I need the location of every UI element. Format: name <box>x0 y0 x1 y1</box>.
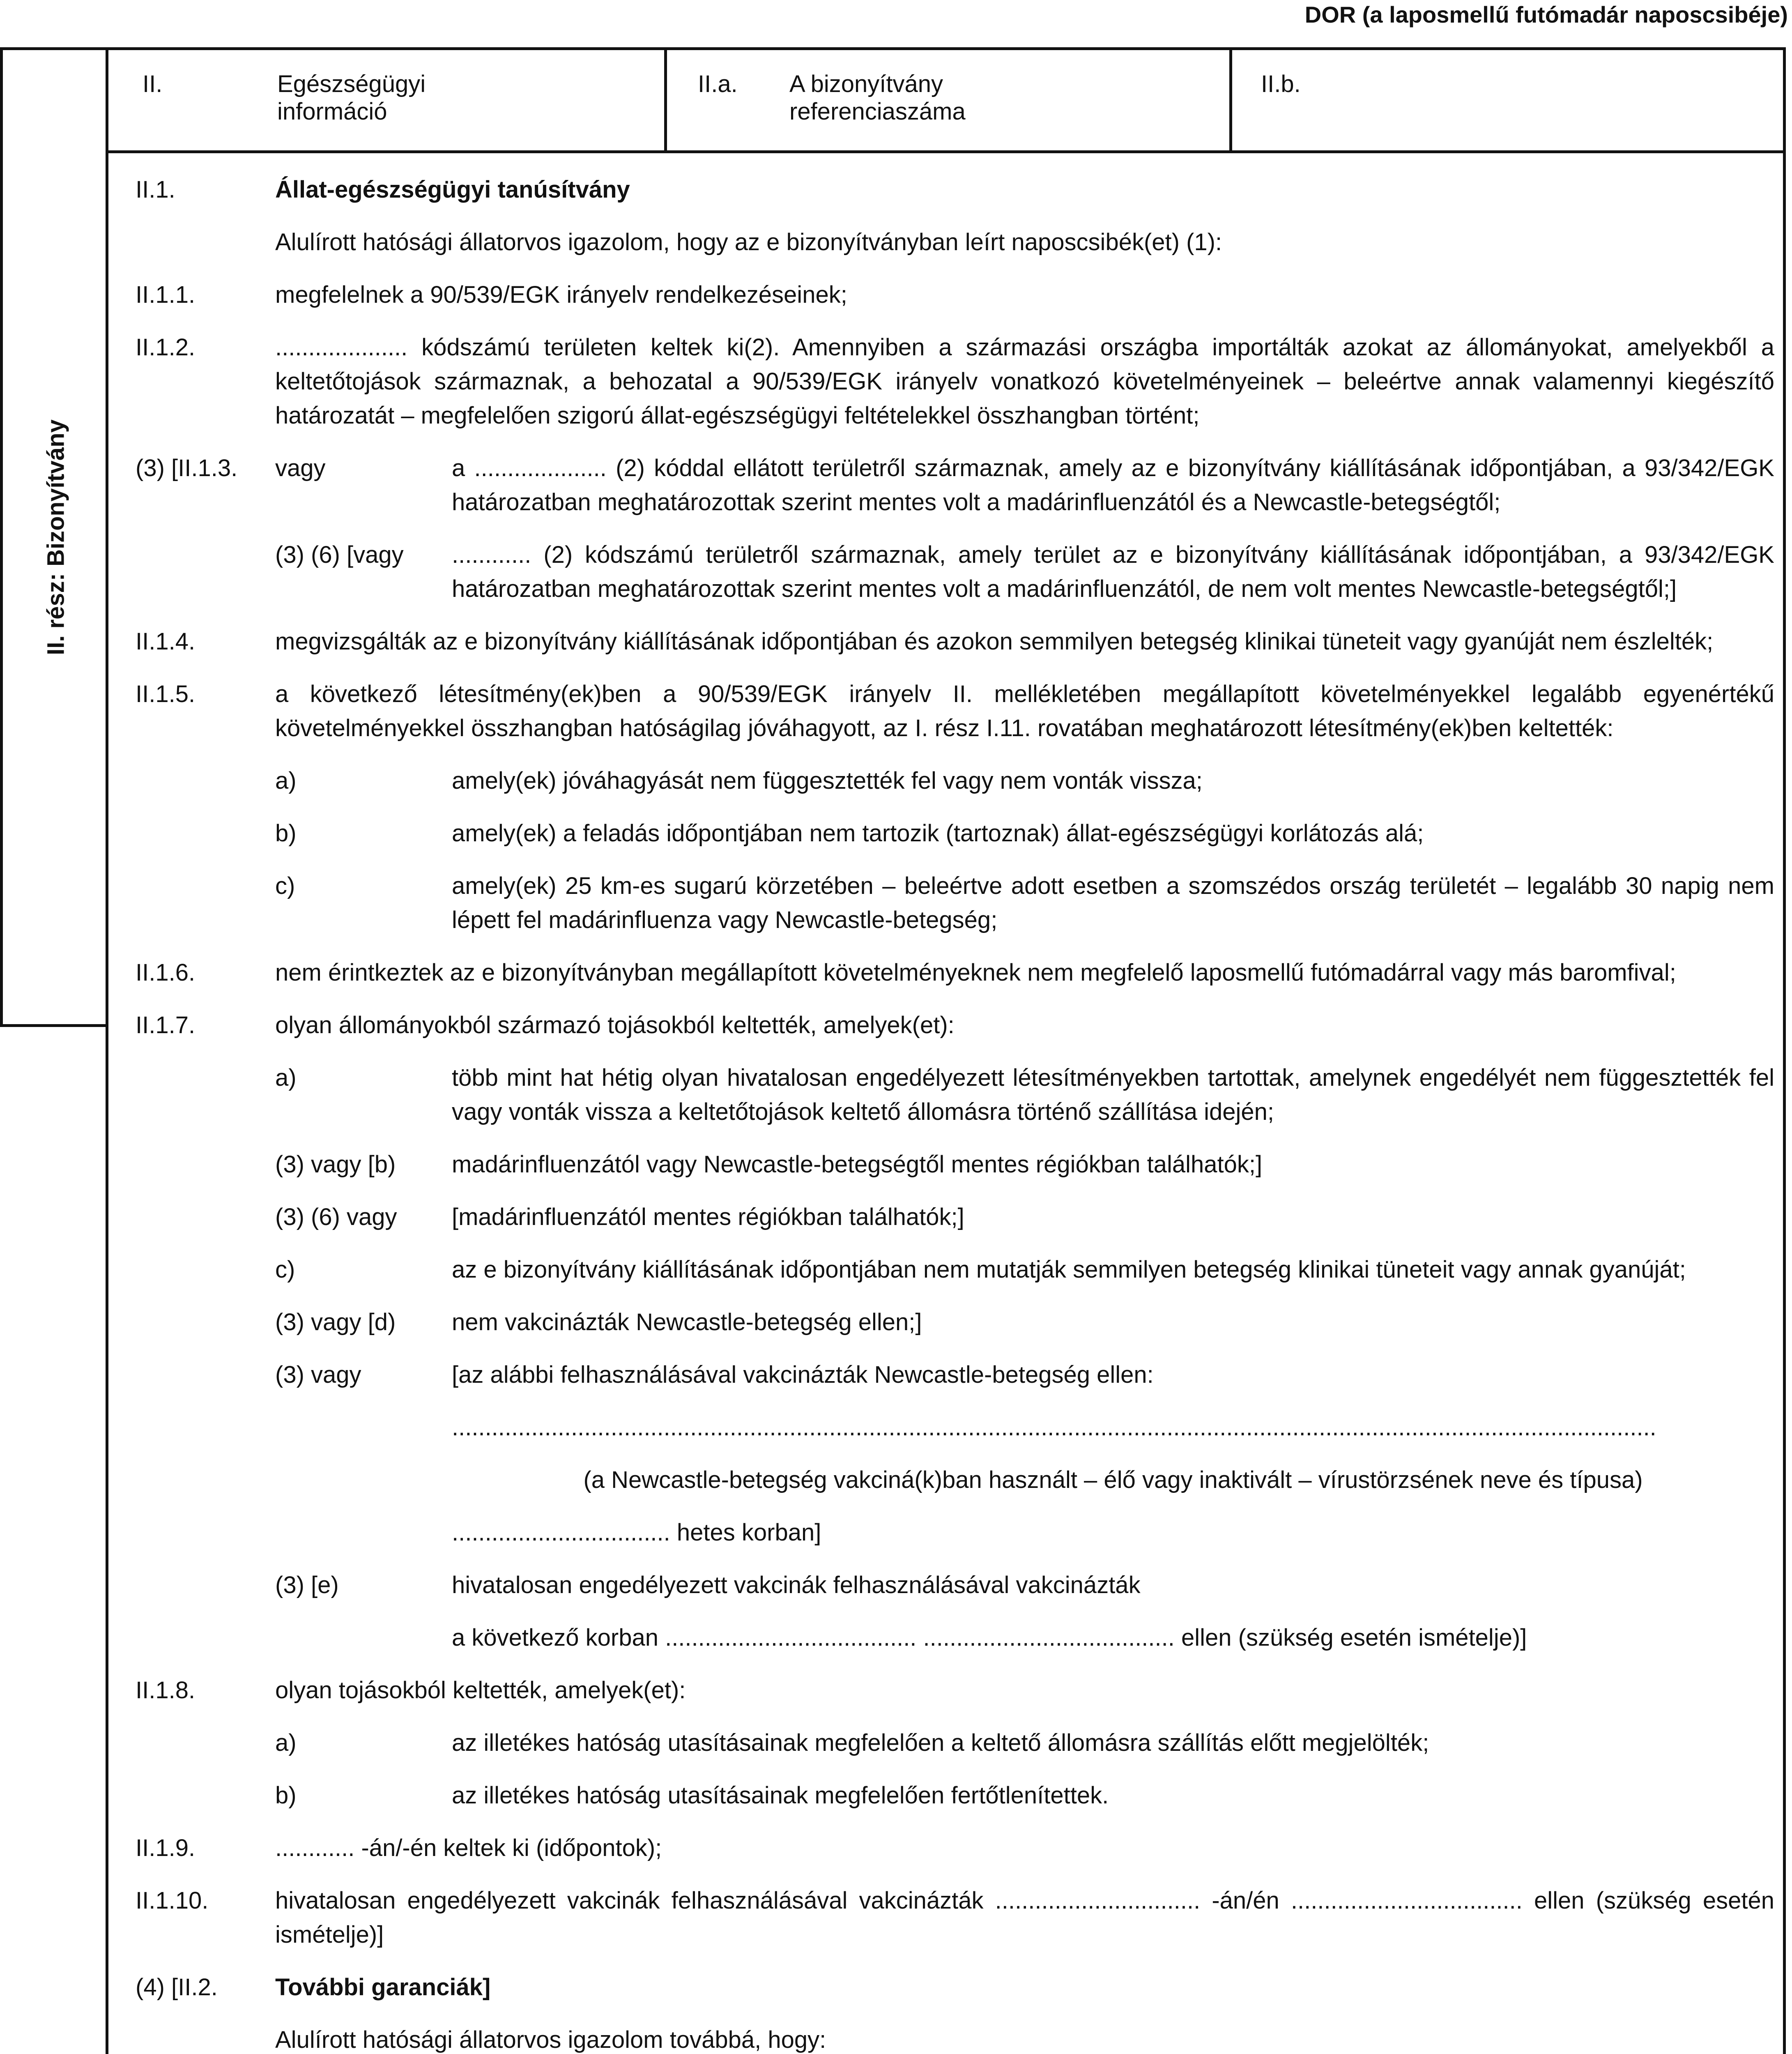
certificate-item <box>136 451 1774 519</box>
certificate-item <box>136 2023 1774 2054</box>
header-ref-title: A bizonyítvány referenciaszáma <box>789 71 966 125</box>
item-text: több mint hat hétig olyan hivatalosan engedélyezett létesítményekben tartottak, amelynek engedélyét nem függesztették fel vagy vonták vissza a keltetőtojások keltető állomásra történő szállítása idején; <box>452 1064 1774 1125</box>
header-row <box>106 47 1786 153</box>
item-text: amely(ek) 25 km-es sugarú körzetében – beleértve adott esetben a szomszédos ország területét – legalább 30 napig nem lépett fel madárinfluenza vagy Newcastle-betegség; <box>452 873 1774 933</box>
item-text: Állat-egészségügyi tanúsítvány <box>275 176 630 203</box>
item-sub-label: c) <box>275 1256 295 1283</box>
item-number: (3) [II.1.3. <box>136 455 238 481</box>
item-sub-label: (3) vagy [d) <box>275 1309 396 1336</box>
item-sub-label: (3) (6) vagy <box>275 1204 397 1230</box>
item-text: madárinfluenzától vagy Newcastle-betegségtől mentes régiókban találhatók;] <box>452 1151 1263 1178</box>
item-text: megfelelnek a 90/539/EGK irányelv rendelkezéseinek; <box>275 281 847 308</box>
certificate-item <box>136 956 1774 990</box>
item-text: hivatalosan engedélyezett vakcinák felhasználásával vakcinázták ............................... -án/én ................................... ellen (szükség esetén ismételje)] <box>275 1887 1774 1948</box>
item-text: a .................... (2) kóddal ellátott területről származnak, amely az e bizonyítvány kiállításának időpontjában, a 93/342/EGK határozatban meghatározottak szerint mentes volt a madárinfluenzától és a Newcastle-betegségtől; <box>452 455 1774 516</box>
certificate-item <box>136 538 1774 606</box>
item-text: Alulírott hatósági állatorvos igazolom, hogy az e bizonyítványban leírt naposcsibék(et) (1): <box>275 229 1222 256</box>
item-text: További garanciák] <box>275 1974 491 2001</box>
certificate-item <box>136 173 1774 207</box>
item-text: olyan tojásokból keltették, amelyek(et): <box>275 1677 686 1704</box>
item-sub-label: (3) [e) <box>275 1572 339 1598</box>
certificate-item <box>136 1673 1774 1707</box>
item-text: [az alábbi felhasználásával vakcinázták Newcastle-betegség ellen: <box>452 1361 1154 1388</box>
item-text: [madárinfluenzától mentes régiókban találhatók;] <box>452 1204 964 1230</box>
side-label-box <box>0 47 108 1027</box>
certificate-item <box>136 764 1774 798</box>
certificate-item <box>136 1568 1774 1602</box>
header-section-number: II. <box>143 71 163 97</box>
certificate-item <box>136 1463 1774 1497</box>
item-text: az illetékes hatóság utasításainak megfelelően a keltető állomásra szállítás előtt megjelölték; <box>452 1729 1429 1756</box>
item-sub-label: a) <box>275 1729 297 1756</box>
item-text: a következő létesítmény(ek)ben a 90/539/EGK irányelv II. mellékletében megállapított követelményekkel legalább egyenértékű követelményekkel összhangban hatóságilag jóváhagyott, az I. rész I.11. rovatában meghatározott létesítmény(ek)ben keltették: <box>275 681 1774 741</box>
item-number: II.1.9. <box>136 1835 196 1861</box>
item-text: nem vakcinázták Newcastle-betegség ellen;] <box>452 1309 922 1336</box>
header-ref-value: II.b. <box>1261 71 1301 97</box>
item-sub-label: b) <box>275 820 297 847</box>
item-number: II.1. <box>136 176 175 203</box>
item-text: hivatalosan engedélyezett vakcinák felhasználásával vakcinázták <box>452 1572 1141 1598</box>
certificate-item <box>136 1726 1774 1760</box>
item-text: ............ -án/-én keltek ki (időpontok); <box>275 1835 662 1861</box>
certificate-item <box>136 330 1774 433</box>
certificate-item <box>136 1061 1774 1129</box>
item-number: II.1.8. <box>136 1677 196 1704</box>
header-ref-number: II.a. <box>698 71 738 97</box>
certificate-item <box>136 1147 1774 1181</box>
item-number: II.1.1. <box>136 281 196 308</box>
item-text: ............ (2) kódszámú területről származnak, amely terület az e bizonyítvány kiállításának időpontjában, a 93/342/EGK határozatban meghatározottak szerint mentes volt a madárinfluenzától, de nem volt mentes Newcastle-betegségtől;] <box>452 541 1774 602</box>
certificate-item <box>136 624 1774 659</box>
certificate-item <box>136 1778 1774 1812</box>
document-title: DOR (a laposmellű futómadár naposcsibéje) <box>1304 2 1788 28</box>
certificate-item <box>136 225 1774 259</box>
certificate-item <box>136 677 1774 745</box>
certificate-item <box>136 278 1774 312</box>
item-text: olyan állományokból származó tojásokból keltették, amelyek(et): <box>275 1012 955 1039</box>
certificate-body <box>136 173 1774 2054</box>
item-text: az e bizonyítvány kiállításának időpontjában nem mutatják semmilyen betegség klinikai tüneteit vagy annak gyanúját; <box>452 1256 1686 1283</box>
certificate-item <box>136 1253 1774 1287</box>
item-number: II.1.6. <box>136 959 196 986</box>
item-text: (a Newcastle-betegség vakciná(k)ban használt – élő vagy inaktivált – vírustörzsének neve és típusa) <box>583 1467 1643 1493</box>
item-text: nem érintkeztek az e bizonyítványban megállapított követelményeknek nem megfelelő laposmellű futómadárral vagy más baromfival; <box>275 959 1676 986</box>
header-section-title: Egészségügyi információ <box>277 71 426 125</box>
item-sub-label: (3) vagy <box>275 1361 361 1388</box>
item-sub-label: c) <box>275 873 295 899</box>
certificate-item <box>136 869 1774 937</box>
item-text: ................................. hetes korban] <box>452 1519 821 1546</box>
certificate-item <box>136 1305 1774 1339</box>
item-text: Alulírott hatósági állatorvos igazolom továbbá, hogy: <box>275 2026 826 2053</box>
certificate-item <box>136 1970 1774 2004</box>
item-sub-label: vagy <box>275 455 326 481</box>
item-number: II.1.4. <box>136 628 196 655</box>
item-sub-label: a) <box>275 1064 297 1091</box>
item-number: II.1.10. <box>136 1887 209 1914</box>
certificate-item <box>136 1200 1774 1234</box>
certificate-item <box>136 1884 1774 1952</box>
side-label: II. rész: Bizonyítvány <box>42 419 69 655</box>
item-text: amely(ek) a feladás időpontjában nem tartozik (tartoznak) állat-egészségügyi korlátozás alá; <box>452 820 1424 847</box>
item-number: II.1.7. <box>136 1012 196 1039</box>
item-text: ...................................................................................................................................................................................... <box>452 1414 1656 1441</box>
certificate-item <box>136 1358 1774 1392</box>
item-sub-label: (3) (6) [vagy <box>275 541 404 568</box>
header-divider <box>664 47 667 150</box>
item-sub-label: a) <box>275 767 297 794</box>
item-text: amely(ek) jóváhagyását nem függesztették fel vagy nem vonták vissza; <box>452 767 1203 794</box>
item-text: az illetékes hatóság utasításainak megfelelően fertőtlenítettek. <box>452 1782 1109 1809</box>
header-divider <box>1229 47 1232 150</box>
item-text: megvizsgálták az e bizonyítvány kiállításának időpontjában és azokon semmilyen betegség klinikai tüneteit vagy gyanúját nem észlelték; <box>275 628 1714 655</box>
certificate-item <box>136 1410 1774 1444</box>
item-text: .................... kódszámú területen keltek ki(2). Amennyiben a származási országba importálták azokat az állományokat, amelyekből a keltetőtojások származnak, a behozatal a 90/539/EGK irányelv vonatkozó követelményeinek – beleértve annak valamennyi kiegészítő határozatát – megfelelően szigorú állat-egészségügyi feltételekkel összhangban történt; <box>275 334 1774 429</box>
certificate-item <box>136 816 1774 850</box>
item-number: (4) [II.2. <box>136 1974 218 2001</box>
certificate-item <box>136 1008 1774 1042</box>
certificate-item <box>136 1831 1774 1865</box>
item-number: II.1.5. <box>136 681 196 707</box>
certificate-item <box>136 1515 1774 1550</box>
item-sub-label: b) <box>275 1782 297 1809</box>
item-text: a következő korban ...................................... ...................................... ellen (szükség esetén ismételje)] <box>452 1624 1527 1651</box>
item-number: II.1.2. <box>136 334 196 361</box>
certificate-item <box>136 1621 1774 1655</box>
item-sub-label: (3) vagy [b) <box>275 1151 396 1178</box>
